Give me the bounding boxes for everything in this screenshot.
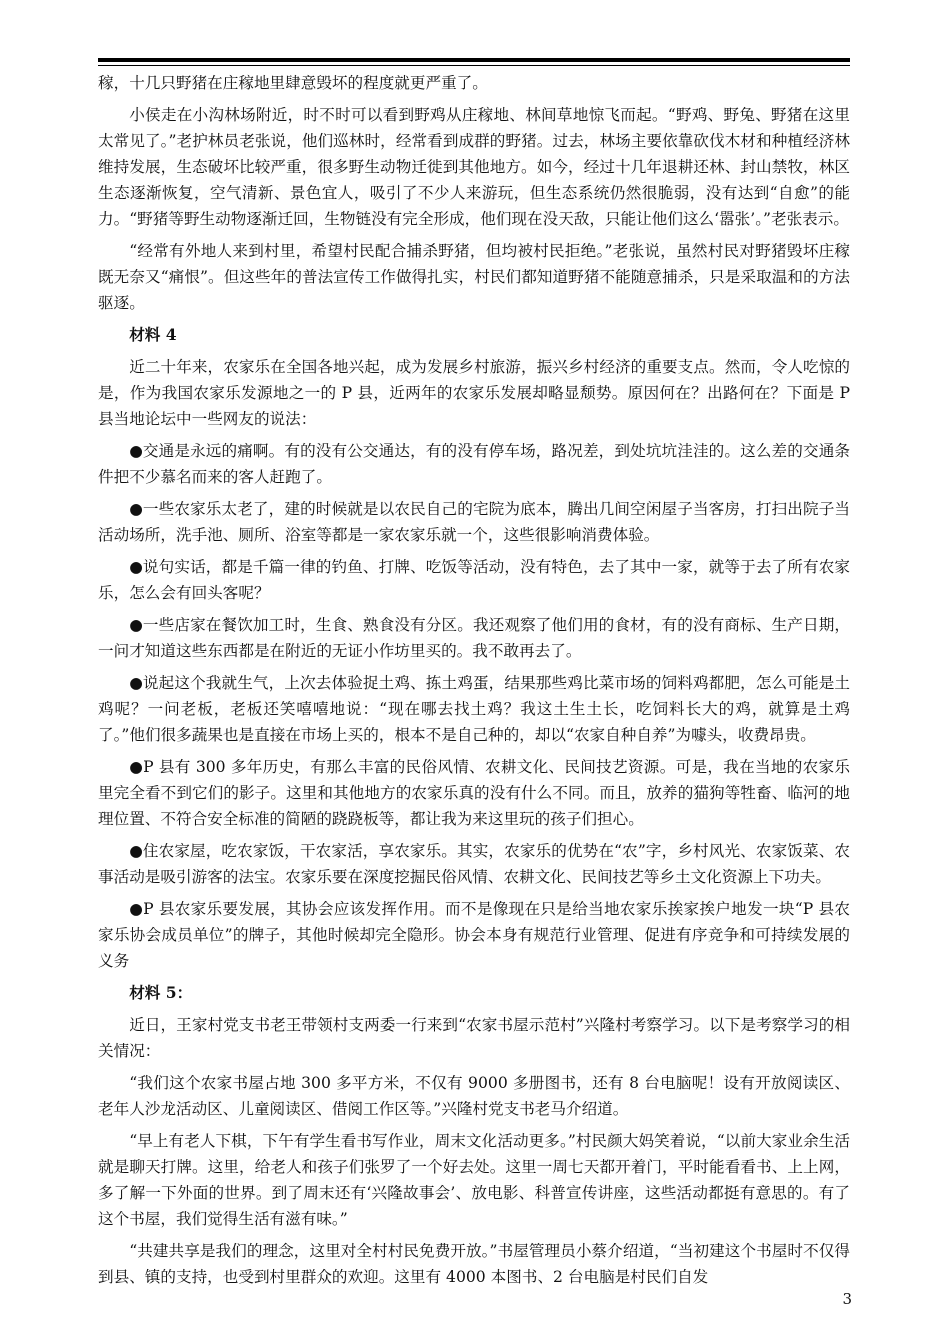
bullet-item: ●一些店家在餐饮加工时，生食、熟食没有分区。我还观察了他们用的食材，有的没有商标、生产日期，一问才知道这些东西都是在附近的无证小作坊里买的。我不敢再去了。: [98, 616, 850, 660]
paragraph: “经常有外地人来到村里，希望村民配合捕杀野猪，但均被村民拒绝。”老张说，虽然村民对野猪毁坏庄稼既无奈又“痛恨”。但这些年的普法宣传工作做得扎实，村民们都知道野猪不能随意捕杀，只是采取温和的方法驱逐。: [98, 242, 850, 312]
page-number: 3: [842, 1290, 852, 1308]
bullet-item: ●说起这个我就生气，上次去体验捉土鸡、拣土鸡蛋，结果那些鸡比菜市场的饲料鸡都肥，怎么可能是土鸡呢？一问老板，老板还笑嘻嘻地说：“现在哪去找土鸡？我这土生土长，吃饲料长大的鸡，就算是土鸡了。”他们很多蔬果也是直接在市场上买的，根本不是自己种的，却以“农家自种自养”为噱头，收费昂贵。: [98, 674, 850, 744]
bullet-item: ●P 县有 300 多年历史，有那么丰富的民俗风情、农耕文化、民间技艺资源。可是，我在当地的农家乐里完全看不到它们的影子。这里和其他地方的农家乐真的没有什么不同。而且，放养的猫狗等牲畜、临河的地理位置、不符合安全标准的简陋的跷跷板等，都让我为来这里玩的孩子们担心。: [98, 758, 850, 828]
paragraph: 近二十年来，农家乐在全国各地兴起，成为发展乡村旅游，振兴乡村经济的重要支点。然而，令人吃惊的是，作为我国农家乐发源地之一的 P 县，近两年的农家乐发展却略显颓势。原因何在？出路何在？下面是 P 县当地论坛中一些网友的说法：: [98, 358, 850, 428]
bullet-item: ●住农家屋，吃农家饭，干农家活，享农家乐。其实，农家乐的优势在“农”字，乡村风光、农家饭菜、农事活动是吸引游客的法宝。农家乐要在深度挖掘民俗风情、农耕文化、民间技艺等乡土文化资源上下功夫。: [98, 842, 850, 886]
paragraph: 稼，十几只野猪在庄稼地里肆意毁坏的程度就更严重了。: [98, 74, 488, 92]
bullet-item: ●P 县农家乐要发展，其协会应该发挥作用。而不是像现在只是给当地农家乐挨家挨户地发一块“P 县农家乐协会成员单位”的牌子，其他时候却完全隐形。协会本身有规范行业管理、促进有序竞争和可持续发展的义务: [98, 900, 850, 970]
bullet-item: ●交通是永远的痛啊。有的没有公交通达，有的没有停车场，路况差，到处坑坑洼洼的。这么差的交通条件把不少慕名而来的客人赶跑了。: [98, 442, 850, 486]
paragraph: “早上有老人下棋，下午有学生看书写作业，周末文化活动更多。”村民颜大妈笑着说，“以前大家业余生活就是聊天打牌。这里，给老人和孩子们张罗了一个好去处。这里一周七天都开着门，平时能看看书、上上网，多了解一下外面的世界。到了周末还有‘兴隆故事会’、放电影、科普宣传讲座，这些活动都挺有意思的。有了这个书屋，我们觉得生活有滋有味。”: [98, 1132, 850, 1228]
header-rule-thin: [98, 65, 850, 66]
paragraph: “我们这个农家书屋占地 300 多平方米，不仅有 9000 多册图书，还有 8 台电脑呢！设有开放阅读区、老年人沙龙活动区、儿童阅读区、借阅工作区等。”兴隆村党支书老马介绍道。: [98, 1074, 850, 1118]
document-body: [98, 70, 850, 1296]
paragraph: 小侯走在小沟林场附近，时不时可以看到野鸡从庄稼地、林间草地惊飞而起。“野鸡、野兔、野猪在这里太常见了。”老护林员老张说，他们巡林时，经常看到成群的野猪。过去，林场主要依靠砍伐木材和种植经济林维持发展，生态破坏比较严重，很多野生动物迁徙到其他地方。如今，经过十几年退耕还林、封山禁牧，林区生态逐渐恢复，空气清新、景色宜人，吸引了不少人来游玩，但生态系统仍然很脆弱，没有达到“自愈”的能力。“野猪等野生动物逐渐迁回，生物链没有完全形成，他们现在没天敌，只能让他们这么‘嚣张’。”老张表示。: [98, 106, 850, 228]
paragraph: 近日，王家村党支书老王带领村支两委一行来到“农家书屋示范村”兴隆村考察学习。以下是考察学习的相关情况：: [98, 1016, 850, 1060]
section-heading-4: 材料 4: [129, 325, 177, 344]
header-rule-thick: [98, 58, 850, 62]
paragraph: “共建共享是我们的理念，这里对全村村民免费开放。”书屋管理员小蔡介绍道，“当初建这个书屋时不仅得到县、镇的支持，也受到村里群众的欢迎。这里有 4000 本图书、2 台电脑是村民们自发: [98, 1242, 850, 1286]
bullet-item: ●说句实话，都是千篇一律的钓鱼、打牌、吃饭等活动，没有特色，去了其中一家，就等于去了所有农家乐，怎么会有回头客呢？: [98, 558, 850, 602]
section-heading-5: 材料 5：: [129, 983, 193, 1002]
bullet-item: ●一些农家乐太老了，建的时候就是以农民自己的宅院为底本，腾出几间空闲屋子当客房，打扫出院子当活动场所，洗手池、厕所、浴室等都是一家农家乐就一个，这些很影响消费体验。: [98, 500, 850, 544]
